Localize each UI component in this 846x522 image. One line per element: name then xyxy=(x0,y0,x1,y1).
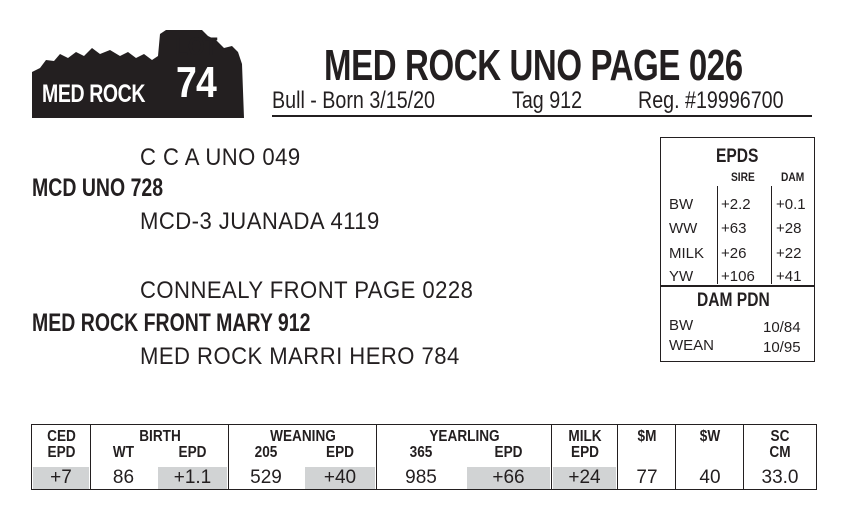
ced-header: CED xyxy=(47,428,76,445)
weaning-header: WEANING xyxy=(270,428,336,445)
epds-title: EPDS xyxy=(716,146,759,167)
sire-dam: MCD-3 JUANADA 4119 xyxy=(140,208,380,235)
weaning-205-value: 529 xyxy=(250,467,282,488)
sc-column xyxy=(744,425,816,489)
epd-row-label: BW xyxy=(669,196,694,213)
lot-label: LOT xyxy=(175,33,218,61)
sm-column xyxy=(618,425,676,489)
milk-subheader: EPD xyxy=(571,444,599,461)
epd-row-label: WW xyxy=(669,220,698,237)
sm-value: 77 xyxy=(636,467,658,488)
milk-header: MILK xyxy=(568,428,602,445)
epd-row-label: YW xyxy=(669,268,694,285)
epd-dam-value: +22 xyxy=(776,245,802,262)
dam-pdn-title: DAM PDN xyxy=(697,290,770,311)
sire: MCD UNO 728 xyxy=(32,174,164,202)
birth-epd-header: EPD xyxy=(178,444,207,461)
epd-box xyxy=(660,137,815,362)
pdn-row-label: WEAN xyxy=(669,337,714,354)
sw-value: 40 xyxy=(699,467,721,488)
milk-value: +24 xyxy=(553,467,616,489)
sm-header: $M xyxy=(637,428,657,445)
epd-sire-value: +26 xyxy=(721,245,747,262)
pdn-row-value: 10/95 xyxy=(763,339,801,356)
weaning-epd-header: EPD xyxy=(326,444,354,461)
animal-name-title: MED ROCK UNO PAGE 026 xyxy=(324,41,743,90)
weaning-epd-value: +40 xyxy=(305,467,375,489)
birth-wt-value: 86 xyxy=(112,467,135,488)
yearling-epd-header: EPD xyxy=(494,444,523,461)
epd-sire-value: +2.2 xyxy=(721,196,751,213)
med-rock-logo xyxy=(32,30,244,118)
tag-number: Tag 912 xyxy=(512,87,583,114)
dam-dam: MED ROCK MARRI HERO 784 xyxy=(140,343,460,370)
birth-epd-value: +1.1 xyxy=(158,467,227,489)
ced-subheader: EPD xyxy=(47,444,76,461)
registration-number: Reg. #19996700 xyxy=(638,87,784,114)
epds-dam-header: DAM xyxy=(781,170,805,184)
weaning-column xyxy=(229,425,377,489)
sex-born: Bull - Born 3/15/20 xyxy=(272,87,436,114)
epds-sire-header: SIRE xyxy=(731,170,755,184)
lot-number: 74 xyxy=(176,58,216,107)
logo-name: MED ROCK xyxy=(42,80,146,108)
yearling-365-header: 365 xyxy=(409,444,433,461)
sc-value: 33.0 xyxy=(761,467,799,488)
ced-value: +7 xyxy=(33,467,89,489)
epd-dam-value: +0.1 xyxy=(776,196,806,213)
ced-column xyxy=(32,425,91,489)
sire-sire: C C A UNO 049 xyxy=(140,144,301,171)
epd-dam-value: +41 xyxy=(776,268,802,285)
epd-sire-value: +63 xyxy=(721,220,747,237)
yearling-365-value: 985 xyxy=(405,467,437,488)
milk-column xyxy=(552,425,618,489)
sc-subheader: CM xyxy=(769,444,791,461)
birth-wt-header: WT xyxy=(112,444,135,461)
sw-column xyxy=(676,425,744,489)
sw-header: $W xyxy=(699,428,721,445)
birth-header: BIRTH xyxy=(139,428,181,445)
pdn-row-label: BW xyxy=(669,317,694,334)
weaning-205-header: 205 xyxy=(254,444,278,461)
pdn-row-value: 10/84 xyxy=(763,319,801,336)
yearling-column xyxy=(377,425,552,489)
epd-sire-value: +106 xyxy=(721,268,755,285)
performance-table xyxy=(31,424,817,490)
yearling-epd-value: +66 xyxy=(467,467,550,489)
epd-row-label: MILK xyxy=(669,245,705,262)
epd-dam-value: +28 xyxy=(776,220,802,237)
animal-info-line xyxy=(272,87,812,117)
dam: MED ROCK FRONT MARY 912 xyxy=(32,309,311,337)
sc-header: SC xyxy=(770,428,790,445)
yearling-header: YEARLING xyxy=(429,428,500,445)
birth-column xyxy=(91,425,229,489)
dam-sire: CONNEALY FRONT PAGE 0228 xyxy=(140,277,474,304)
